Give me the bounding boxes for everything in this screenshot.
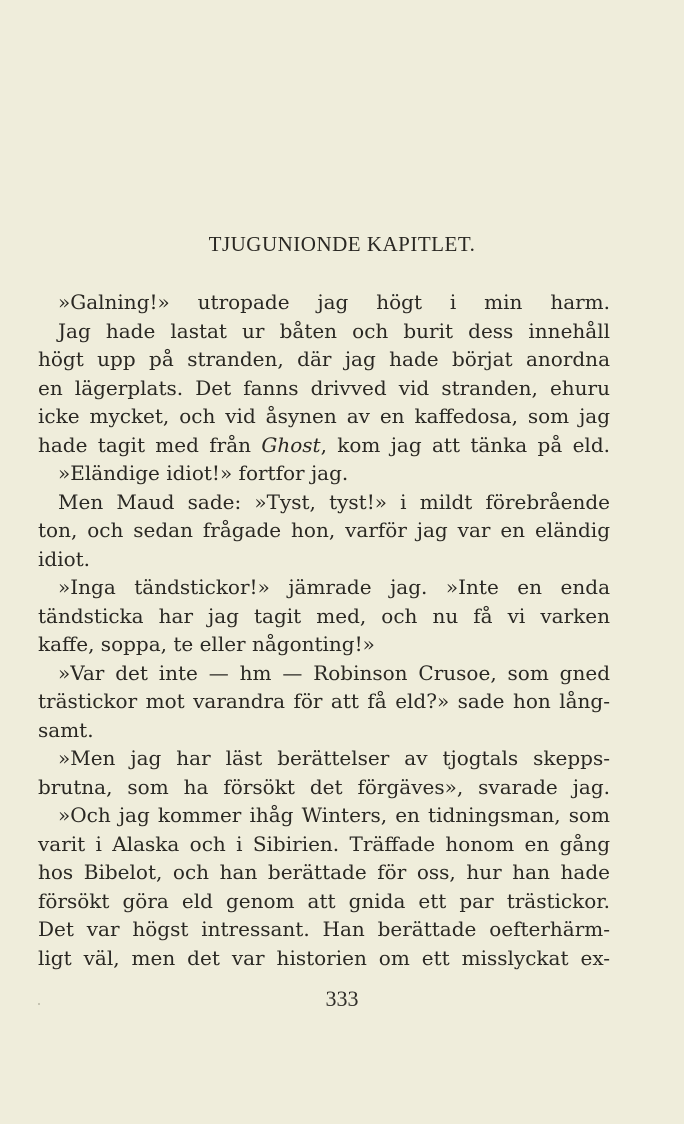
ship-name: Ghost: [261, 432, 321, 457]
text-line: icke mycket, och vid åsynen av en kaffedosa, som jag: [38, 404, 610, 428]
text-line: Det var högst intressant. Han berättade oefterhärm-: [38, 917, 610, 941]
text-line: »Men jag har läst berättelser av tjogtals skepps-: [58, 746, 610, 770]
text-line: Men Maud sade: »Tyst, tyst!» i mildt förebrående: [58, 489, 610, 514]
text-line: »Inga tändstickor!» jämrade jag. »Inte en enda: [58, 575, 610, 599]
page-number: 333: [325, 986, 359, 1011]
text-line: brutna, som ha försökt det förgäves», svarade jag.: [38, 774, 610, 799]
text-line: hade tagit med från Ghost, kom jag att tänka på eld.: [38, 432, 610, 457]
body-text: [38, 288, 610, 972]
text-line: ton, och sedan frågade hon, varför jag var en eländig: [38, 518, 610, 542]
text-line: »Och jag kommer ihåg Winters, en tidningsman, som: [58, 803, 610, 827]
text-line: »Var det inte — hm — Robinson Crusoe, som gned: [58, 660, 610, 685]
text-line: högt upp på stranden, där jag hade börjat anordna: [38, 347, 610, 371]
text-line: trästickor mot varandra för att få eld?» sade hon lång-: [38, 689, 610, 713]
text-line: Jag hade lastat ur båten och burit dess innehåll: [58, 318, 610, 343]
text-line: kaffe, soppa, te eller någonting!»: [38, 632, 375, 656]
text-line: idiot.: [38, 546, 91, 571]
text-line: tändsticka har jag tagit med, och nu få vi varken: [38, 603, 610, 628]
text-line: varit i Alaska och i Sibirien. Träffade honom en gång: [38, 831, 610, 856]
text-line: ligt väl, men det var historien om ett misslyckat ex-: [38, 945, 610, 970]
chapter-title: TJUGUNIONDE KAPITLET.: [208, 232, 476, 256]
text-line: en lägerplats. Det fanns drivved vid stranden, ehuru: [38, 375, 610, 400]
text-line: samt.: [38, 717, 94, 742]
text-line: försökt göra eld genom att gnida ett par trästickor.: [38, 888, 610, 913]
text-line: hos Bibelot, och han berättade för oss, hur han hade: [38, 860, 610, 884]
text-line: »Galning!» utropade jag högt i min harm.: [58, 290, 610, 314]
text-line: »Eländige idiot!» fortfor jag.: [58, 461, 349, 485]
